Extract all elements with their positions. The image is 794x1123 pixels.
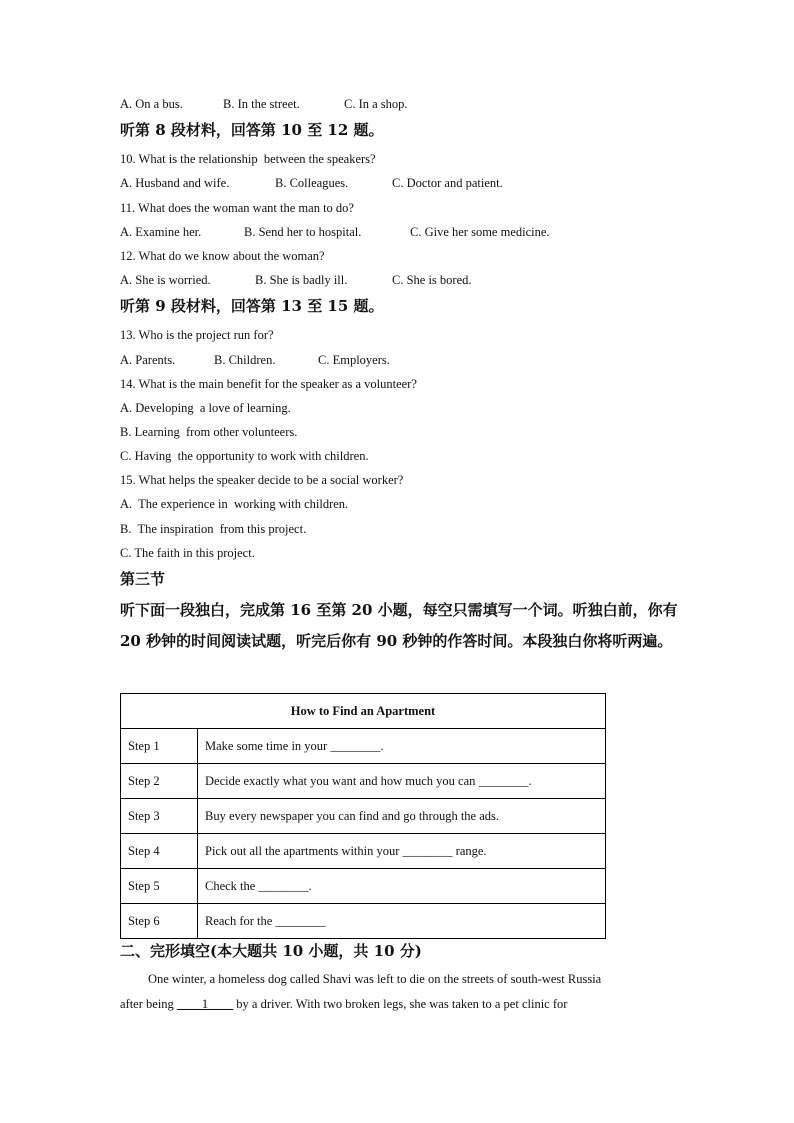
q14-option-a: A. Developing a love of learning. xyxy=(120,401,291,415)
q9-option-a: A. On a bus. xyxy=(120,97,183,111)
section9-heading: 听第 9 段材料，回答第 13 至 15 题。 xyxy=(120,297,384,315)
q12-option-c: C. She is bored. xyxy=(392,273,472,287)
part3-instructions: 听下面一段独白，完成第 16 至第 20 小题，每空只需填写一个词。听独白前，你有 20 秒钟的时间阅读试题，听完后你有 90 秒钟的作答时间。本段独白你将听两遍。 xyxy=(120,601,678,650)
step-label: Step 2 xyxy=(121,764,198,799)
table-row xyxy=(121,729,606,764)
q10-option-b: B. Colleagues. xyxy=(275,176,349,190)
q15-option-b: B. The inspiration from this project. xyxy=(120,522,307,536)
q13-option-b: B. Children. xyxy=(214,353,276,367)
table-title: How to Find an Apartment xyxy=(121,694,606,729)
step-label: Step 5 xyxy=(121,869,198,904)
q14-question: 14. What is the main benefit for the speaker as a volunteer? xyxy=(120,377,417,391)
step-label: Step 3 xyxy=(121,799,198,834)
q13-option-c: C. Employers. xyxy=(318,353,390,367)
step-text: Reach for the ________ xyxy=(198,904,606,939)
cloze-text-b: by a driver. With two broken legs, she was taken to a pet clinic for xyxy=(233,997,568,1011)
q14-option-c: C. Having the opportunity to work with children. xyxy=(120,449,369,463)
table-row xyxy=(121,869,606,904)
apartment-steps-table xyxy=(120,693,606,939)
q12-option-b: B. She is badly ill. xyxy=(255,273,348,287)
q15-option-a: A. The experience in working with children. xyxy=(120,497,349,511)
step-label: Step 6 xyxy=(121,904,198,939)
q12-question: 12. What do we know about the woman? xyxy=(120,249,325,263)
q10-option-a: A. Husband and wife. xyxy=(120,176,230,190)
cloze-line-1: One winter, a homeless dog called Shavi was left to die on the streets of south-west Russia xyxy=(148,972,602,986)
q9-option-b: B. In the street. xyxy=(223,97,300,111)
step-text: Pick out all the apartments within your ________ range. xyxy=(198,834,606,869)
table-row xyxy=(121,834,606,869)
section8-heading: 听第 8 段材料，回答第 10 至 12 题。 xyxy=(120,121,384,139)
table-row xyxy=(121,764,606,799)
cloze-heading: 二、完形填空(本大题共 10 小题，共 10 分) xyxy=(120,942,422,960)
q11-option-a: A. Examine her. xyxy=(120,225,202,239)
cloze-blank-1: ____1____ xyxy=(176,997,234,1011)
table-row xyxy=(121,799,606,834)
q9-option-c: C. In a shop. xyxy=(344,97,408,111)
table-row xyxy=(121,904,606,939)
q10-question: 10. What is the relationship between the speakers? xyxy=(120,152,376,166)
step-label: Step 1 xyxy=(121,729,198,764)
q12-option-a: A. She is worried. xyxy=(120,273,211,287)
q13-option-a: A. Parents. xyxy=(120,353,176,367)
q11-option-b: B. Send her to hospital. xyxy=(244,225,362,239)
cloze-text-a: after being xyxy=(120,997,177,1011)
step-text: Check the ________. xyxy=(198,869,606,904)
q11-question: 11. What does the woman want the man to do? xyxy=(120,201,354,215)
part3-title: 第三节 xyxy=(120,570,166,588)
step-text: Buy every newspaper you can find and go through the ads. xyxy=(198,799,606,834)
q10-option-c: C. Doctor and patient. xyxy=(392,176,503,190)
table-header-row xyxy=(121,694,606,729)
q11-option-c: C. Give her some medicine. xyxy=(410,225,550,239)
step-label: Step 4 xyxy=(121,834,198,869)
q15-question: 15. What helps the speaker decide to be a social worker? xyxy=(120,473,404,487)
q14-option-b: B. Learning from other volunteers. xyxy=(120,425,298,439)
cloze-line-2 xyxy=(120,996,680,1012)
step-text: Make some time in your ________. xyxy=(198,729,606,764)
step-text: Decide exactly what you want and how much you can ________. xyxy=(198,764,606,799)
q13-question: 13. Who is the project run for? xyxy=(120,328,274,342)
q15-option-c: C. The faith in this project. xyxy=(120,546,255,560)
